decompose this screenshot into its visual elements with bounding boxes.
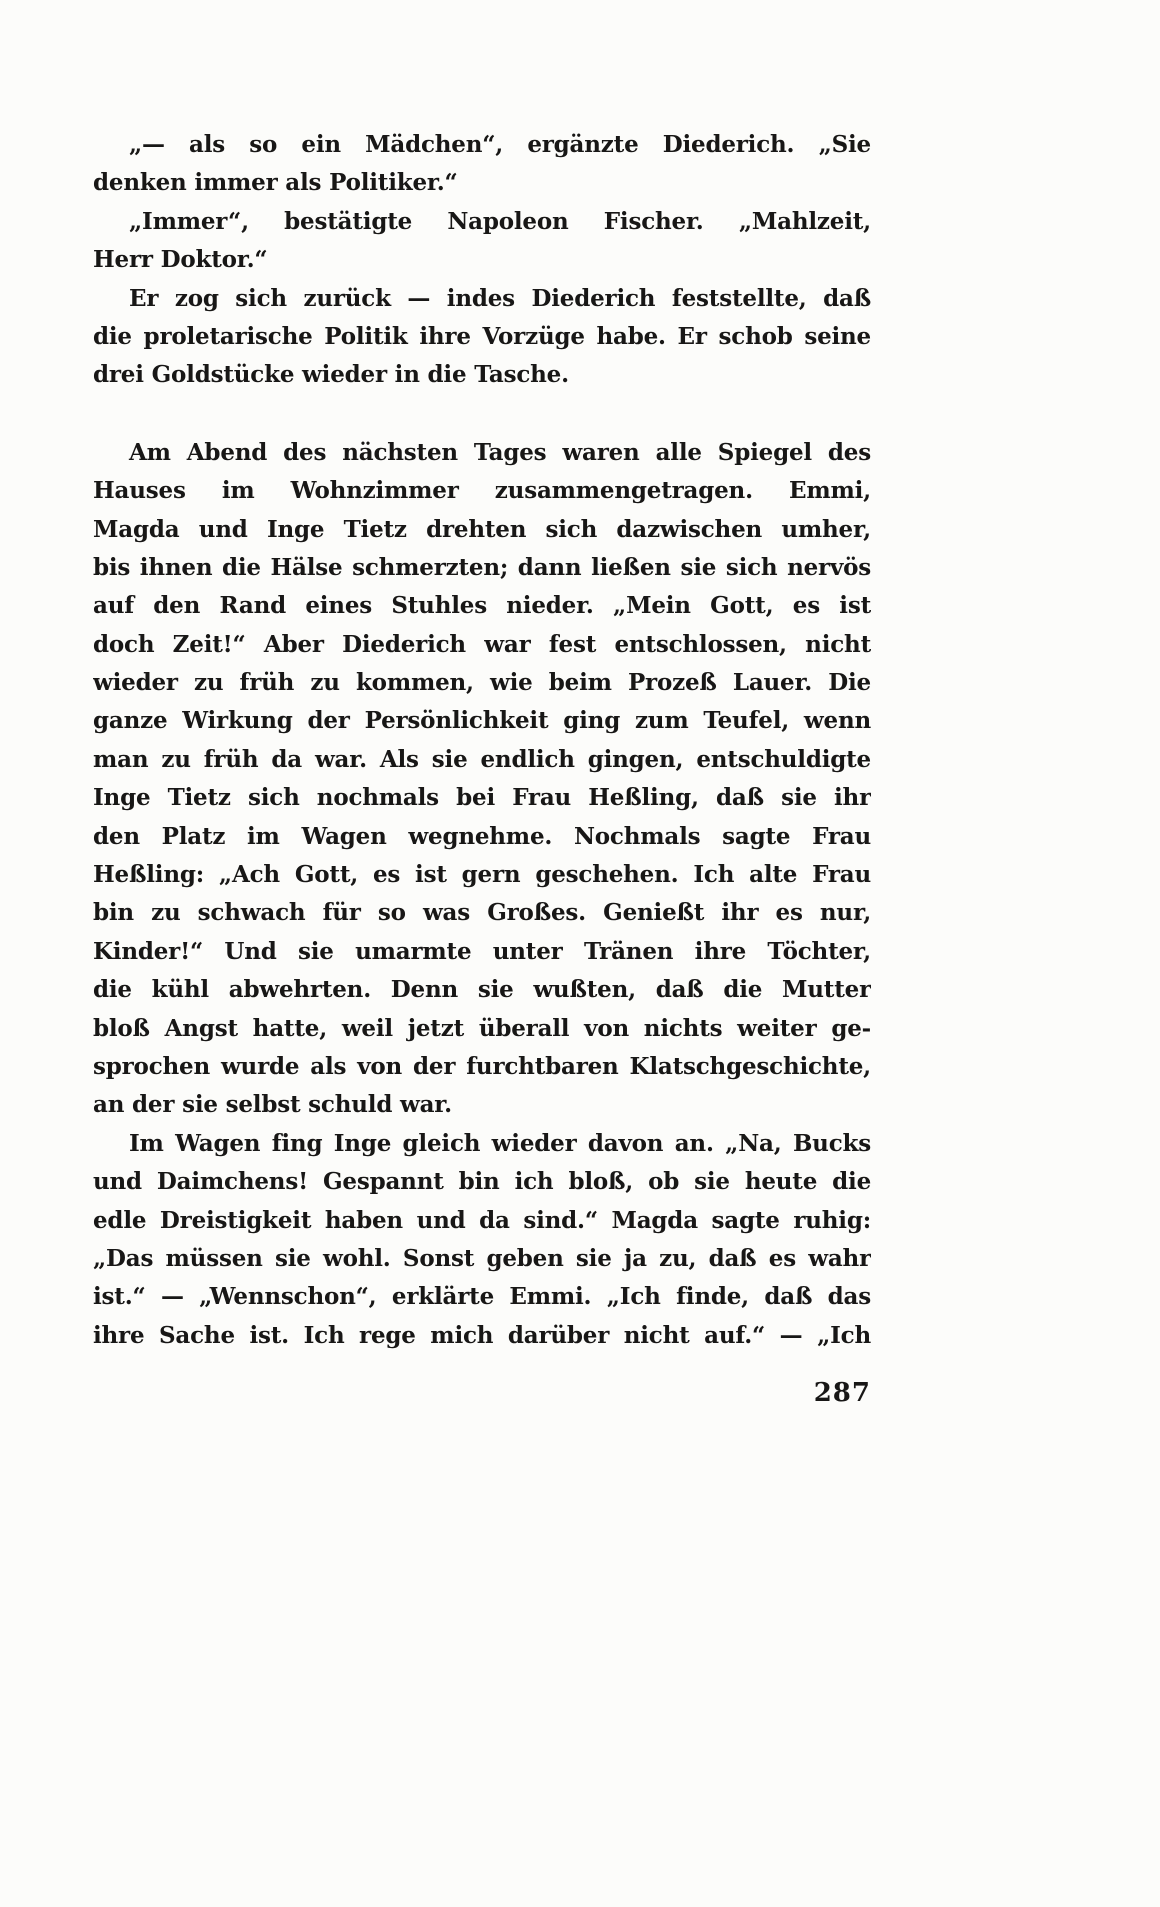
text-line: denken immer als Politiker.“ xyxy=(93,169,458,197)
paragraph-4 xyxy=(93,434,871,1125)
text-line: bin zu schwach für so was Großes. Genießt ihr es nur, xyxy=(93,899,871,927)
text-block xyxy=(93,126,871,1355)
text-line: „Das müssen sie wohl. Sonst geben sie ja zu, daß es wahr xyxy=(93,1244,871,1272)
text-line: wieder zu früh zu kommen, wie beim Prozeß Lauer. Die xyxy=(93,669,871,697)
text-line: „Immer“, bestätigte Napoleon Fischer. „Mahlzeit, xyxy=(129,207,871,235)
text-line: Inge Tietz sich nochmals bei Frau Heßling, daß sie ihr xyxy=(93,784,871,812)
text-line: die kühl abwehrten. Denn sie wußten, daß die Mutter xyxy=(93,976,871,1004)
text-line: sprochen wurde als von der furchtbaren Klatschgeschichte, xyxy=(93,1052,871,1080)
paragraph-5 xyxy=(93,1125,871,1355)
page-number: 287 xyxy=(813,1378,871,1408)
paragraph-2 xyxy=(93,203,871,280)
paragraph-1 xyxy=(93,126,871,203)
text-line: Heßling: „Ach Gott, es ist gern geschehen. Ich alte Frau xyxy=(93,861,871,889)
text-line: Kinder!“ Und sie umarmte unter Tränen ihre Töchter, xyxy=(93,937,871,965)
text-line: man zu früh da war. Als sie endlich gingen, entschuldigte xyxy=(93,745,871,773)
text-line: an der sie selbst schuld war. xyxy=(93,1091,452,1119)
text-line: die proletarische Politik ihre Vorzüge habe. Er schob seine xyxy=(93,322,871,350)
text-line: bloß Angst hatte, weil jetzt überall von nichts weiter ge- xyxy=(93,1014,871,1042)
text-line: Herr Doktor.“ xyxy=(93,246,268,274)
text-line: ist.“ — „Wennschon“, erklärte Emmi. „Ich finde, daß das xyxy=(93,1283,871,1311)
text-line: Hauses im Wohnzimmer zusammengetragen. Emmi, xyxy=(93,477,871,505)
text-line: ihre Sache ist. Ich rege mich darüber nicht auf.“ — „Ich xyxy=(93,1321,871,1349)
text-line: Magda und Inge Tietz drehten sich dazwischen umher, xyxy=(93,515,871,543)
text-line: Er zog sich zurück — indes Diederich feststellte, daß xyxy=(129,284,871,312)
text-line: und Daimchens! Gespannt bin ich bloß, ob sie heute die xyxy=(93,1168,871,1196)
text-line: auf den Rand eines Stuhles nieder. „Mein Gott, es ist xyxy=(93,592,871,620)
text-line: edle Dreistigkeit haben und da sind.“ Magda sagte ruhig: xyxy=(93,1206,871,1234)
text-line: bis ihnen die Hälse schmerzten; dann ließen sie sich nervös xyxy=(93,553,871,581)
paragraph-3 xyxy=(93,280,871,395)
text-line: Am Abend des nächsten Tages waren alle Spiegel des xyxy=(129,438,871,466)
text-line: drei Goldstücke wieder in die Tasche. xyxy=(93,361,569,389)
text-line: ganze Wirkung der Persönlichkeit ging zum Teufel, wenn xyxy=(93,707,871,735)
text-line: „— als so ein Mädchen“, ergänzte Diederich. „Sie xyxy=(129,131,871,158)
text-line: den Platz im Wagen wegnehme. Nochmals sagte Frau xyxy=(93,822,871,850)
text-line: Im Wagen fing Inge gleich wieder davon an. „Na, Bucks xyxy=(129,1129,871,1157)
text-line: doch Zeit!“ Aber Diederich war fest entschlossen, nicht xyxy=(93,630,871,658)
